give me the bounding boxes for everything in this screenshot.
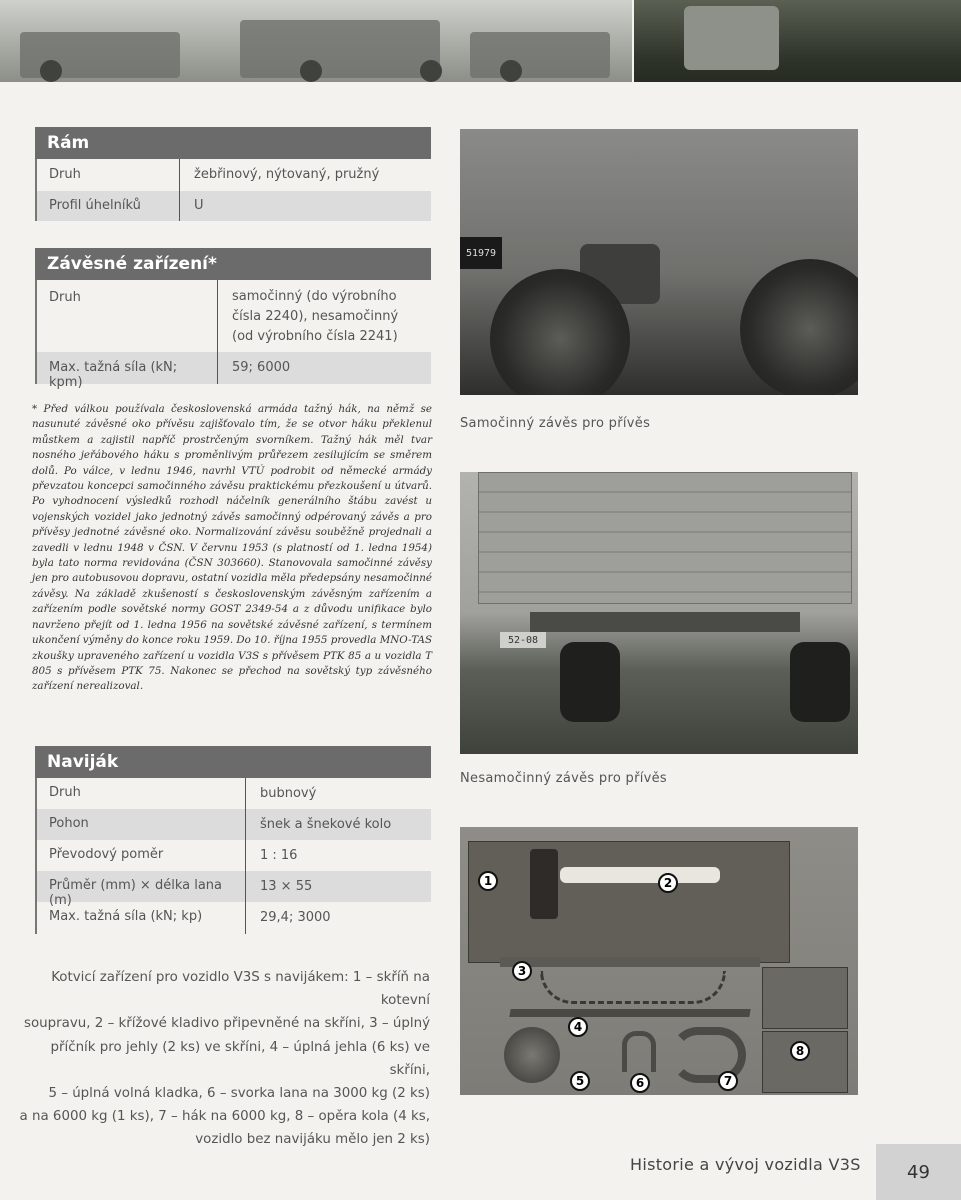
- anchor-kit-box: [468, 841, 790, 963]
- table-row: [35, 809, 431, 840]
- cross-hammer: [530, 849, 558, 919]
- row-label: Pohon: [35, 809, 246, 840]
- anchor-equipment-caption: [6, 966, 430, 1152]
- row-value: 59; 6000: [232, 360, 291, 375]
- pulley-block: [504, 1027, 560, 1083]
- value-line: samočinný (do výrobního: [232, 289, 397, 304]
- table-row: [35, 352, 431, 390]
- row-label: Druh: [35, 280, 218, 352]
- callout-number: 7: [718, 1071, 738, 1091]
- row-label: Druh: [35, 159, 180, 191]
- wheel-chock: [762, 967, 848, 1029]
- wheel-chock: [762, 1031, 848, 1093]
- row-label: Max. tažná síla (kN; kp): [35, 902, 246, 934]
- value-line: (od výrobního čísla 2241): [232, 329, 398, 344]
- callout-number: 6: [630, 1073, 650, 1093]
- page-number: 49: [876, 1144, 961, 1200]
- row-label: Max. tažná síla (kN; kpm): [35, 352, 218, 384]
- table-row: [35, 280, 431, 352]
- callout-number: 5: [570, 1071, 590, 1091]
- row-label: Převodový poměr: [35, 840, 246, 871]
- table-row: [35, 191, 431, 221]
- callout-number: 4: [568, 1017, 588, 1037]
- chain: [540, 971, 726, 1004]
- table-row: [35, 902, 431, 934]
- hammer-handle: [560, 867, 720, 883]
- truck-bed: [478, 472, 852, 604]
- header-banner: [0, 0, 961, 82]
- row-value: žebřinový, nýtovaný, pružný: [194, 167, 380, 182]
- row-value: U: [194, 198, 204, 213]
- spec-table-title: Závěsné zařízení*: [35, 248, 431, 280]
- ground-spike: [509, 1009, 750, 1017]
- spec-table-ram: [35, 127, 431, 221]
- license-plate: 52-08: [500, 632, 546, 648]
- tire: [560, 642, 620, 722]
- table-row: [35, 871, 431, 908]
- row-label: Průměr (mm) × délka lana (m): [35, 871, 246, 902]
- photo-anchor-kit: [460, 827, 858, 1095]
- photo-manual-hitch: [460, 472, 858, 754]
- running-footer-title: Historie a vývoj vozidla V3S: [630, 1155, 861, 1174]
- row-label: Profil úhelníků: [35, 191, 180, 221]
- spec-table-title: Naviják: [35, 746, 431, 778]
- caption-line: a na 6000 kg (1 ks), 7 – hák na 6000 kg, 8 – opěra kola (4 ks,: [19, 1109, 430, 1125]
- callout-number: 2: [658, 873, 678, 893]
- caption-line: 5 – úplná volná kladka, 6 – svorka lana na 3000 kg (2 ks): [48, 1086, 430, 1102]
- spec-table-zavesne: [35, 248, 431, 390]
- callout-number: 8: [790, 1041, 810, 1061]
- banner-photo-truck-field: [634, 0, 961, 82]
- caption-line: soupravu, 2 – křížové kladivo připevněné na skříni, 3 – úplný: [24, 1016, 430, 1032]
- rear-bumper: [530, 612, 800, 632]
- row-value: 13 × 55: [260, 879, 313, 894]
- table-row: [35, 159, 431, 191]
- caption-line: Kotvicí zařízení pro vozidlo V3S s navijákem: 1 – skříň na kotevní: [51, 970, 430, 1009]
- row-label: Druh: [35, 778, 246, 809]
- footnote-text: * Před válkou používala československá armáda tažný hák, na němž se nasunuté závěsné oko přívěsu zajišťovalo tím, že se otvor háku překlenul můstkem a zajistil napříč prostrčeným svorníkem. Tažný hák měl tvar nosného jeřábového háku s proměnlivým průřezem zesilujícím se směrem dolů. Po válce, v lednu 1946, navrhl VTÚ podrobit od německé armády převzatou koncepci samočinného závěsu praktickému přezkoušení u útvarů. Po vyhodnocení výsledků rozhodl náčelník generálního štábu zavést u vojenských vozidel jako jednotný závěs samočinný odpérovaný závěs a pro přívěsy jednotné závěsné oko. Normalizování závěsu souběžně projednali a zavedli v lednu 1948 v ČSN. V červnu 1953 (s platností od 1. ledna 1954) byla tato norma revidována (ČSN 303660). Stanovovala samočinné závěsy jen pro autobusovou dopravu, ostatní vozidla měla předepsány nesamočinné závěsy. Na základě zkušeností s československým závěsným zařízením a zařízením podle sovětské normy GOST 2349-54 a z důvodu unifikace bylo navrženo přejít od 1. ledna 1956 na sovětské závěsné zařízení, s termínem ukončení výměny do konce roku 1959. Do 10. října 1955 provedla MNO-TAS zkoušky upraveného zařízení u vozidla V3S s přívěsem PTK 85 a u vozidla T 805 s přívěsem PTK 75. Nakonec se přechod na sovětský typ závěsného zařízení nerealizoval.: [32, 403, 432, 693]
- banner-photo-trucks: [0, 0, 632, 82]
- photo-caption: Samočinný závěs pro přívěs: [460, 416, 651, 431]
- tire: [740, 259, 858, 395]
- value-line: čísla 2240), nesamočinný: [232, 309, 399, 324]
- rope-clamp: [622, 1031, 656, 1072]
- row-value: 29,4; 3000: [260, 910, 331, 925]
- crossbar: [500, 957, 760, 967]
- caption-line: příčník pro jehly (2 ks) ve skříni, 4 – úplná jehla (6 ks) ve skříni,: [50, 1039, 430, 1078]
- caption-line: vozidlo bez navijáku mělo jen 2 ks): [195, 1132, 430, 1148]
- spec-table-navijak: [35, 746, 431, 934]
- spec-table-title: Rám: [35, 127, 431, 159]
- row-value: 1 : 16: [260, 848, 298, 863]
- callout-number: 1: [478, 871, 498, 891]
- row-value: šnek a šnekové kolo: [260, 817, 392, 832]
- tire: [790, 642, 850, 722]
- row-value: bubnový: [260, 786, 317, 801]
- table-row: [35, 840, 431, 871]
- license-plate: 51979: [460, 237, 502, 269]
- photo-caption: Nesamočinný závěs pro přívěs: [460, 771, 667, 786]
- callout-number: 3: [512, 961, 532, 981]
- table-row: [35, 778, 431, 809]
- photo-automatic-hitch: [460, 129, 858, 395]
- row-value: [218, 280, 412, 352]
